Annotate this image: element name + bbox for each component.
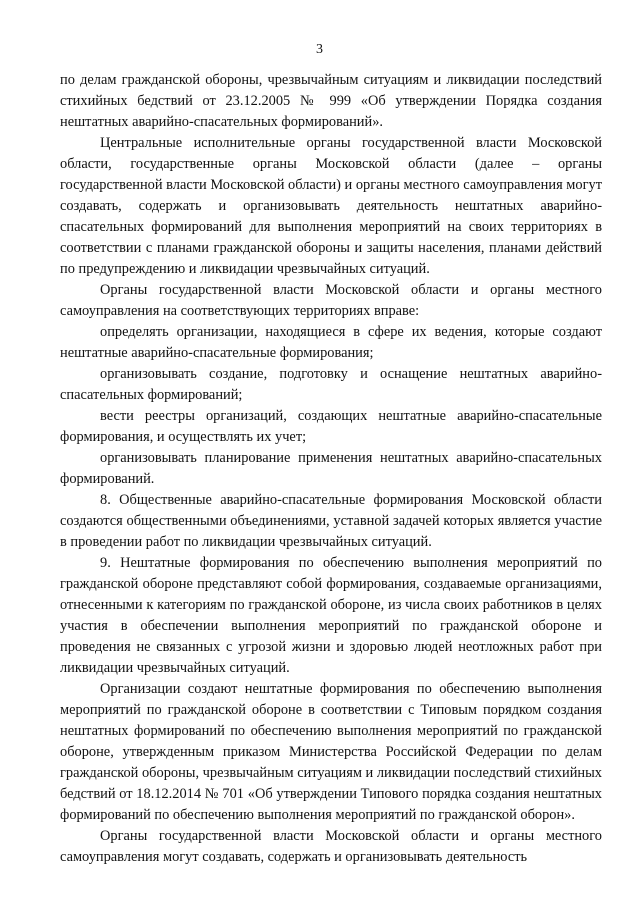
page-number: 3 (316, 42, 323, 57)
document-body (60, 70, 602, 868)
paragraph: 9. Нештатные формирования по обеспечению выполнения мероприятий по гражданской обороне представляют собой формирования, создаваемые организациями, отнесенными к категориям по гражданской обороне, из числа своих работников в целях участия в обеспечении выполнения мероприятий по гражданской обороне и проведения не связанных с угрозой жизни и здоровью людей неотложных работ при ликвидации чрезвычайных ситуаций. (60, 555, 602, 676)
paragraph: вести реестры организаций, создающих нештатные аварийно-спасательные формирования, и осуществлять их учет; (60, 408, 602, 445)
paragraph: Органы государственной власти Московской области и органы местного самоуправления могут создавать, содержать и организовывать деятельность (60, 828, 602, 865)
paragraph: организовывать создание, подготовку и оснащение нештатных аварийно-спасательных формирований; (60, 366, 602, 403)
paragraph: Центральные исполнительные органы государственной власти Московской области, государственные органы Московской области (далее – органы государственной власти Московской области) и органы местного самоуправления могут создавать, содержать и организовывать деятельность нештатных аварийно-спасательных формирований для выполнения мероприятий на своих территориях в соответствии с планами гражданской обороны и защиты населения, планами действий по предупреждению и ликвидации чрезвычайных ситуаций. (60, 135, 602, 277)
paragraph: Организации создают нештатные формирования по обеспечению выполнения мероприятий по гражданской обороне в соответствии с Типовым порядком создания нештатных формирований по обеспечению выполнения мероприятий по гражданской обороне, утвержденным приказом Министерства Российской Федерации по делам гражданской обороны, чрезвычайным ситуациям и ликвидации последствий стихийных бедствий от 18.12.2014 № 701 «Об утверждении Типового порядка создания нештатных формирований по обеспечению выполнения мероприятий по гражданской оборон». (60, 681, 602, 823)
paragraph: Органы государственной власти Московской области и органы местного самоуправления на соответствующих территориях вправе: (60, 282, 602, 319)
paragraph: определять организации, находящиеся в сфере их ведения, которые создают нештатные аварийно-спасательные формирования; (60, 324, 602, 361)
paragraph: 8. Общественные аварийно-спасательные формирования Московской области создаются общественными объединениями, уставной задачей которых является участие в проведении работ по ликвидации чрезвычайных ситуаций. (60, 492, 602, 550)
paragraph: организовывать планирование применения нештатных аварийно-спасательных формирований. (60, 450, 602, 487)
paragraph: по делам гражданской обороны, чрезвычайным ситуациям и ликвидации последствий стихийных бедствий от 23.12.2005 № 999 «Об утверждении Порядка создания нештатных аварийно-спасательных формирований». (60, 72, 602, 130)
